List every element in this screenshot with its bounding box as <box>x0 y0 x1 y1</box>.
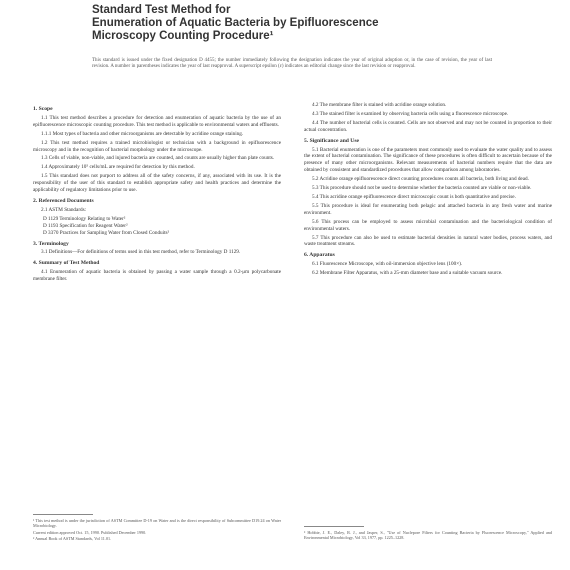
title-line-2: Enumeration of Aquatic Bacteria by Epifluorescence <box>92 17 379 29</box>
paragraph: 1.1.1 Most types of bacteria and other microorganisms are detectable by acridine orange staining. <box>41 130 244 137</box>
list-item: D 1129 Terminology Relating to Water² <box>43 215 126 222</box>
paragraph: 5.7 This procedure can also be used to estimate bacterial densities in natural water bodies, process waters, and waste treatment streams. <box>304 234 552 248</box>
paragraph: 6.2 Membrane Filter Apparatus, with a 25-mm diameter base and a suitable vacuum source. <box>312 270 503 277</box>
paragraph: 2.1 ASTM Standards: <box>41 206 87 213</box>
footnote: Current edition approved Oct. 15, 1990. Published December 1990. <box>33 529 147 535</box>
paragraph: 1.2 This test method requires a trained microbiologist or technician with a background in epifluorescence microscopy and in the recognition of bacterial morphology under the microscope. <box>33 139 281 153</box>
paragraph: 1.5 This standard does not purport to address all of the safety concerns, if any, associated with its use. It is the responsibility of the user of this standard to establish appropriate safety and health practices and determine the applicability of regulatory limitations prior to use. <box>33 173 281 194</box>
left-footnotes <box>33 518 281 543</box>
section-heading: 5. Significance and Use <box>304 137 360 144</box>
paragraph: 5.2 Acridine orange epifluorescence direct counting procedures counts all bacteria, both living and dead. <box>312 176 529 183</box>
paragraph: 5.3 This procedure should not be used to determine whether the bacteria counted are viable or non-viable. <box>312 185 532 192</box>
referenced-documents-list <box>33 216 281 237</box>
paragraph: 3.1 Definitions—For definitions of terms used in this test method, refer to Terminology D 1129. <box>41 249 241 256</box>
paragraph: 6.1 Fluorescence Microscope, with oil-immersion objective lens (100×). <box>312 261 463 268</box>
title-line-3: Microscopy Counting Procedure¹ <box>92 30 274 42</box>
paragraph: 4.2 The membrane filter is stained with acridine orange solution. <box>312 102 447 108</box>
footnote: ² Annual Book of ASTM Standards, Vol 11.01. <box>33 536 112 542</box>
paragraph: 4.4 The number of bacterial cells is counted. Cells are not observed and may not be counted in proportion to their actual concentration. <box>304 119 552 133</box>
right-column <box>304 102 552 279</box>
section-heading: 1. Scope <box>33 106 53 112</box>
paragraph: 5.5 This procedure is ideal for enumerating both pelagic and attached bacteria in any fresh water and marine environment. <box>304 202 552 216</box>
designation-note: This standard is issued under the fixed designation D 4455; the number immediately following the designation indicates the year of original adoption or, in the case of revision, the year of last revision. A number in parentheses indicates the year of last reapproval. A superscript epsilon (ε) indicates an editorial change since the last revision or reapproval. <box>92 58 492 70</box>
section-heading: 3. Terminology <box>33 240 69 247</box>
paragraph: 5.1 Bacterial enumeration is one of the parameters most commonly used to evaluate the water quality and to assess the extent of bacterial contamination. The significance of these procedures is often difficult to ascertain because of the presence of many other microorganisms. Relevant measurements of bacterial numbers require that the data are obtained by consistent and standardized procedures that allow comparison among laboratories. <box>304 146 552 174</box>
footnote-rule-right <box>304 526 364 527</box>
list-item: D 3370 Practices for Sampling Water from Closed Conduits² <box>43 229 170 236</box>
footnote-rule-left <box>33 514 93 515</box>
document-title <box>92 4 492 43</box>
section-heading: 4. Summary of Test Method <box>33 260 100 267</box>
paragraph: 1.4 Approximately 10⁵ cells/mL are required for detection by this method. <box>41 164 195 171</box>
paragraph: 4.3 The stained filter is examined by observing bacteria cells using a fluorescence microscope. <box>312 110 509 117</box>
paragraph: 5.6 This process can be employed to assess microbial contamination and the bacteriological condition of environmental waters. <box>304 218 552 232</box>
title-line-1: Standard Test Method for <box>92 4 231 16</box>
list-item: D 1193 Specification for Reagent Water² <box>43 222 128 229</box>
section-heading: 2. Referenced Documents <box>33 197 94 204</box>
left-column <box>33 102 281 285</box>
paragraph: 4.1 Enumeration of aquatic bacteria is obtained by passing a water sample through a 0.2-μm polycarbonate membrane filter. <box>33 269 281 283</box>
footnote: ³ Hobbie, J. E., Daley, R. J., and Jasper, S., "Use of Nuclepore Filters for Counting Bacteria by Fluorescence Microscopy," Applied and Environmental Microbiology, Vol 33, 1977, pp. 1225–1228. <box>304 530 552 541</box>
paragraph: 1.3 Cells of viable, non-viable, and injured bacteria are counted, and counts are usually higher than plate counts. <box>41 155 275 162</box>
footnote: ¹ This test method is under the jurisdiction of ASTM Committee D-19 on Water and is the direct responsibility of Subcommittee D19.24 on Water Microbiology. <box>33 518 281 529</box>
right-footnotes <box>304 530 552 542</box>
section-heading: 6. Apparatus <box>304 252 335 259</box>
paragraph: 5.4 This acridine orange epifluorescence direct microscopic count is both quantitative and precise. <box>312 193 516 200</box>
paragraph: 1.1 This test method describes a procedure for detection and enumeration of aquatic bacteria by the use of an epifluorescence microscopic counting procedure. This test method is applicable to environmental waters and effluents. <box>33 114 281 128</box>
